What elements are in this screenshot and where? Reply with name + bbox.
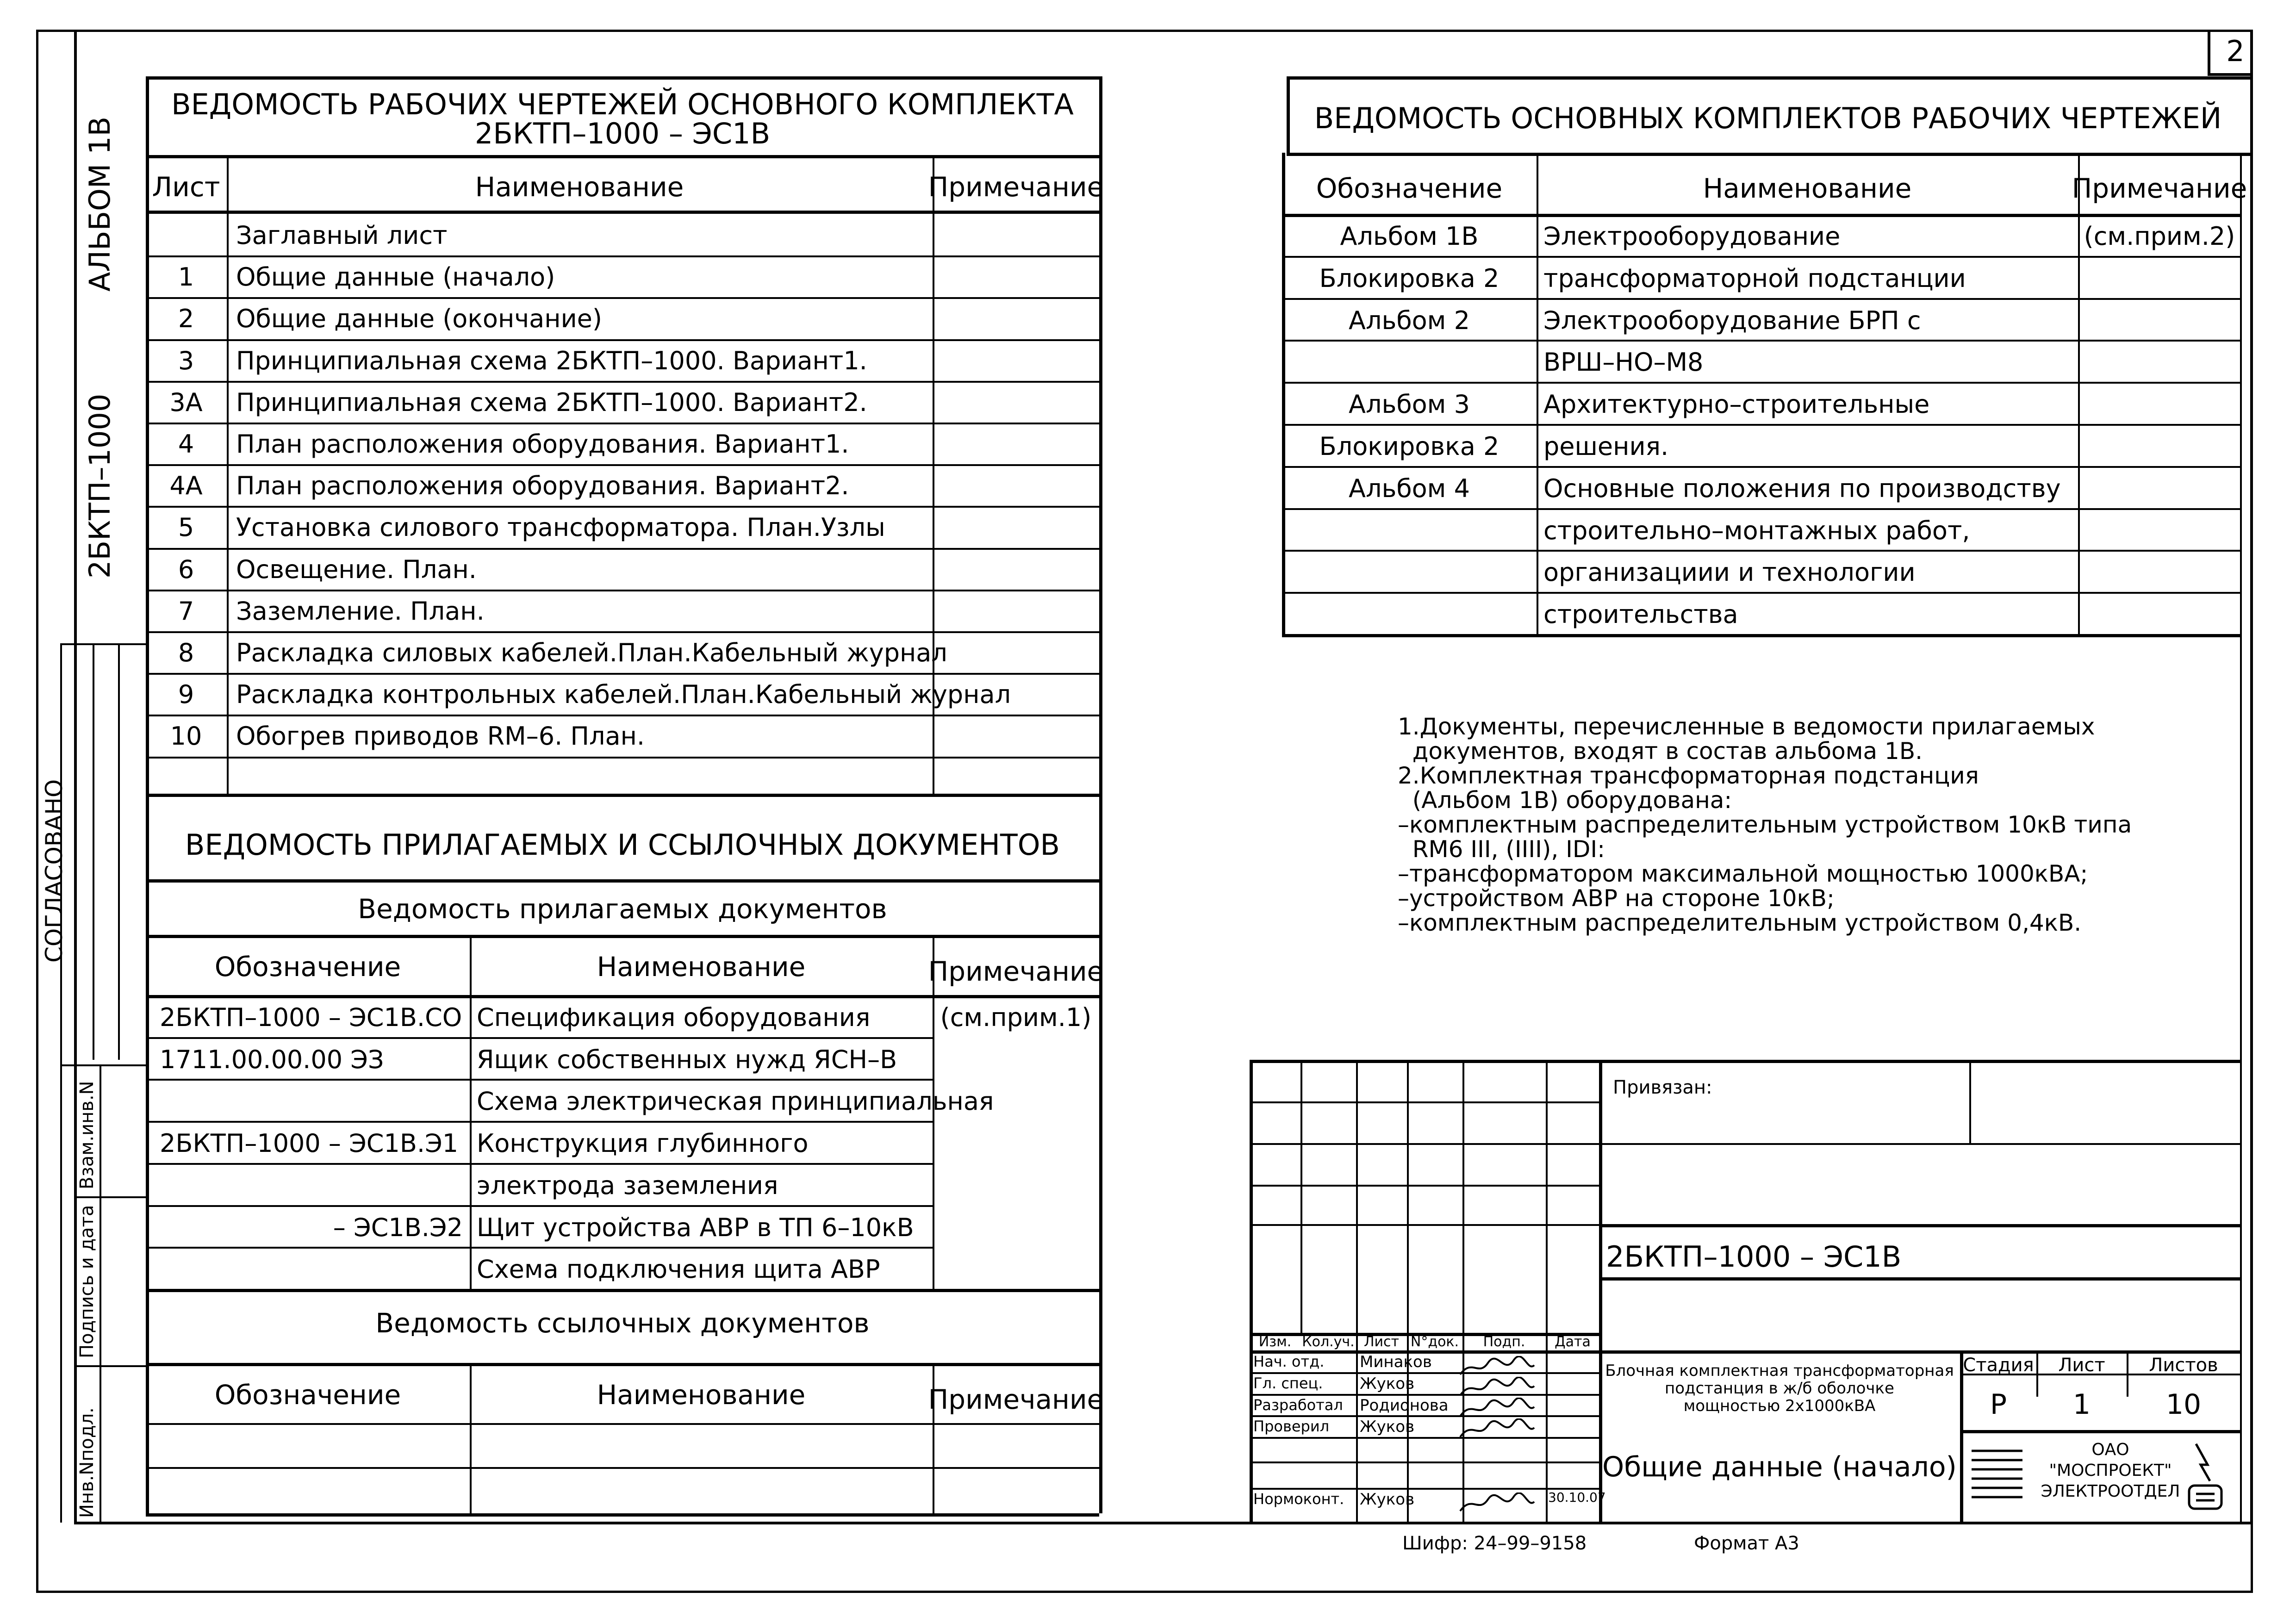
- sheet-number: 2: [2226, 34, 2245, 68]
- drawing-name: План расположения оборудования. Вариант1.: [236, 429, 849, 459]
- attached-col-note: Примечание: [928, 956, 1104, 987]
- attached-code: 2БКТП–1000 – ЭС1В.СО: [160, 1003, 462, 1032]
- stamp-role: Разработал: [1253, 1396, 1343, 1414]
- drawing-sheet-no: 3А: [169, 387, 203, 417]
- object-line-2: подстанция в ж/б оболочке: [1665, 1379, 1894, 1398]
- stamp-person: Минаков: [1360, 1353, 1432, 1371]
- main-col-code: Обозначение: [1316, 173, 1503, 204]
- stamp-role: Гл. спец.: [1253, 1374, 1323, 1392]
- drawing-sheet-no: 3: [178, 346, 194, 375]
- drawing-name: Принципиальная схема 2БКТП–1000. Вариант1.: [236, 346, 867, 375]
- stamp-role: Проверил: [1253, 1418, 1330, 1435]
- main-set-name: решения.: [1543, 432, 1669, 461]
- stamp-person: Жуков: [1360, 1374, 1415, 1393]
- drawing-name: Принципиальная схема 2БКТП–1000. Вариант2.: [236, 387, 867, 417]
- project-label: 2БКТП–1000: [83, 393, 117, 578]
- attached-name: электрода заземления: [477, 1170, 778, 1200]
- drawing-name: Освещение. План.: [236, 554, 477, 584]
- note-line: –комплектным распределительным устройством 10кВ типа: [1398, 811, 2132, 838]
- electric-logo-icon: [2182, 1439, 2228, 1513]
- sheet-value: 1: [2072, 1388, 2091, 1421]
- main-set-name: строительства: [1543, 600, 1738, 629]
- drawing-sheet-no: 1: [178, 262, 194, 292]
- sheet-label: Лист: [2058, 1355, 2105, 1376]
- signature-icon: [1458, 1492, 1537, 1516]
- sheet-title: Общие данные (начало): [1602, 1451, 1957, 1483]
- sheets-label: Листов: [2149, 1355, 2218, 1376]
- main-set-name: Основные положения по производству: [1543, 473, 2061, 503]
- drawing-sheet-no: 9: [178, 680, 194, 709]
- main-set-name: Электрооборудование: [1543, 222, 1841, 251]
- attached-name: Ящик собственных нужд ЯСН–В: [477, 1045, 897, 1074]
- drawing-name: Установка силового трансформатора. План.Узлы: [236, 513, 885, 542]
- main-set-code: Блокировка 2: [1319, 263, 1500, 293]
- format: Формат А3: [1694, 1533, 1799, 1554]
- object-line-1: Блочная комплектная трансформаторная: [1605, 1362, 1954, 1380]
- attached-title: ВЕДОМОСТЬ ПРИЛАГАЕМЫХ И ССЫЛОЧНЫХ ДОКУМЕНТОВ: [185, 828, 1060, 862]
- drawing-name: План расположения оборудования. Вариант2.: [236, 471, 849, 501]
- stamp-role: Нормоконт.: [1253, 1490, 1344, 1508]
- inv-label: Инв.Nподл.: [76, 1407, 98, 1518]
- stamp-head: Дата: [1555, 1334, 1591, 1350]
- main-set-code: Альбом 4: [1349, 473, 1470, 503]
- attached-col-code: Обозначение: [214, 951, 401, 983]
- main-set-code: Альбом 2: [1349, 305, 1470, 335]
- drawings-title: ВЕДОМОСТЬ РАБОЧИХ ЧЕРТЕЖЕЙ ОСНОВНОГО КОМПЛЕКТА: [171, 87, 1074, 121]
- signature-icon: [1458, 1377, 1537, 1400]
- stamp-person: Жуков: [1360, 1418, 1415, 1436]
- reference-col-code: Обозначение: [214, 1379, 401, 1411]
- stamp-person: Родионова: [1360, 1396, 1449, 1415]
- drawing-sheet-no: 7: [178, 596, 194, 626]
- drawing-sheet-no: 2: [178, 304, 194, 334]
- stamp-date: 30.10.07: [1548, 1490, 1606, 1505]
- signature-icon: [1458, 1398, 1537, 1421]
- main-set-code: Блокировка 2: [1319, 432, 1500, 461]
- main-col-note: Примечание: [2072, 173, 2247, 204]
- attached-name: Схема электрическая принципиальная: [477, 1087, 994, 1116]
- note-line: –трансформатором максимальной мощностью 1000кВА;: [1398, 860, 2088, 887]
- stamp-person: Жуков: [1360, 1490, 1415, 1509]
- drawing-name: Заглавный лист: [236, 221, 448, 250]
- main-set-name: организациии и технологии: [1543, 558, 1916, 587]
- drawings-title-2: 2БКТП–1000 – ЭС1В: [474, 117, 771, 150]
- stamp-head: Лист: [1363, 1334, 1400, 1350]
- signature-icon: [1458, 1356, 1537, 1379]
- stamp-head: Кол.уч.: [1302, 1334, 1355, 1350]
- main-set-name: трансформаторной подстанции: [1543, 263, 1966, 293]
- attached-name: Схема подключения щита АВР: [477, 1255, 880, 1284]
- main-set-name: ВРШ–НО–М8: [1543, 348, 1704, 377]
- drawing-name: Обогрев приводов RM–6. План.: [236, 721, 645, 751]
- object-line-3: мощностью 2х1000кВА: [1683, 1397, 1876, 1415]
- org-line-2: "МОСПРОЕКТ": [2049, 1461, 2172, 1480]
- stamp-head: Изм.: [1258, 1334, 1292, 1350]
- main-sets-title: ВЕДОМОСТЬ ОСНОВНЫХ КОМПЛЕКТОВ РАБОЧИХ ЧЕРТЕЖЕЙ: [1314, 101, 2222, 135]
- main-set-code: Альбом 3: [1349, 390, 1470, 419]
- note-line: –устройством АВР на стороне 10кВ;: [1398, 885, 1835, 912]
- org-logo-icon: [1969, 1442, 2025, 1511]
- drawing-name: Заземление. План.: [236, 596, 485, 626]
- signature-icon: [1458, 1418, 1537, 1442]
- main-set-name: Электрооборудование БРП с: [1543, 305, 1921, 335]
- attached-code: 2БКТП–1000 – ЭС1В.Э1: [160, 1129, 459, 1158]
- stamp-role: Нач. отд.: [1253, 1353, 1325, 1370]
- album-label: АЛЬБОМ 1В: [83, 116, 117, 292]
- reference-subtitle: Ведомость ссылочных документов: [375, 1307, 870, 1339]
- drawing-name: Общие данные (окончание): [236, 304, 602, 334]
- drawing-name: Раскладка контрольных кабелей.План.Кабельный журнал: [236, 680, 1011, 709]
- stamp-code: 2БКТП–1000 – ЭС1В: [1606, 1240, 1902, 1274]
- vzam-label: Взам.инв.N: [76, 1081, 98, 1189]
- note-line: (Альбом 1В) оборудована:: [1398, 787, 1732, 814]
- stage-value: Р: [1990, 1388, 2007, 1421]
- note-line: 2.Комплектная трансформаторная подстанция: [1398, 762, 1979, 789]
- reference-col-note: Примечание: [928, 1384, 1104, 1415]
- cipher: Шифр: 24–99–9158: [1402, 1533, 1587, 1554]
- attached-name: Щит устройства АВР в ТП 6–10кВ: [477, 1213, 914, 1242]
- drawing-sheet-no: 4: [178, 429, 194, 459]
- note-line: документов, входят в состав альбома 1В.: [1398, 738, 1923, 765]
- org-line-1: ОАО: [2091, 1440, 2129, 1459]
- podpis-label: Подпись и дата: [76, 1205, 98, 1358]
- note-line: RM6 III, (IIII), IDI:: [1398, 836, 1605, 863]
- attached-name: Спецификация оборудования: [477, 1003, 871, 1032]
- attached-subtitle: Ведомость прилагаемых документов: [358, 893, 887, 925]
- attached-code: – ЭС1В.Э2: [333, 1213, 463, 1242]
- stamp-head: Подп.: [1483, 1334, 1525, 1350]
- drawing-name: Раскладка силовых кабелей.План.Кабельный журнал: [236, 638, 947, 667]
- reference-col-name: Наименование: [597, 1379, 806, 1411]
- attached-col-name: Наименование: [597, 951, 806, 983]
- drawing-sheet-no: 8: [178, 638, 194, 667]
- stamp-head: N°док.: [1410, 1334, 1459, 1350]
- main-set-note: (см.прим.2): [2084, 222, 2235, 251]
- drawing-name: Общие данные (начало): [236, 262, 555, 292]
- col-note-header: Примечание: [928, 171, 1104, 203]
- soglasovano-label: СОГЛАСОВАНО: [41, 779, 68, 963]
- col-name-header: Наименование: [475, 171, 684, 203]
- org-line-3: ЭЛЕКТРООТДЕЛ: [2041, 1482, 2180, 1501]
- col-sheet-header: Лист: [152, 171, 220, 203]
- attached-name: Конструкция глубинного: [477, 1129, 809, 1158]
- sheets-value: 10: [2165, 1388, 2202, 1421]
- drawing-sheet-no: 5: [178, 513, 194, 542]
- attached-note: (см.прим.1): [940, 1003, 1092, 1032]
- drawing-sheet-no: 4А: [169, 471, 203, 501]
- drawing-sheet-no: 6: [178, 554, 194, 584]
- main-set-code: Альбом 1В: [1340, 222, 1479, 251]
- main-set-name: Архитектурно–строительные: [1543, 390, 1930, 419]
- privyazan-label: Привязан:: [1613, 1077, 1712, 1098]
- stage-label: Стадия: [1963, 1355, 2034, 1376]
- attached-code: 1711.00.00.00 ЭЗ: [160, 1045, 384, 1074]
- note-line: –комплектным распределительным устройством 0,4кВ.: [1398, 909, 2082, 936]
- note-line: 1.Документы, перечисленные в ведомости прилагаемых: [1398, 713, 2095, 740]
- main-set-name: строительно–монтажных работ,: [1543, 516, 1970, 545]
- main-col-name: Наименование: [1703, 173, 1912, 204]
- drawing-sheet-no: 10: [170, 721, 202, 751]
